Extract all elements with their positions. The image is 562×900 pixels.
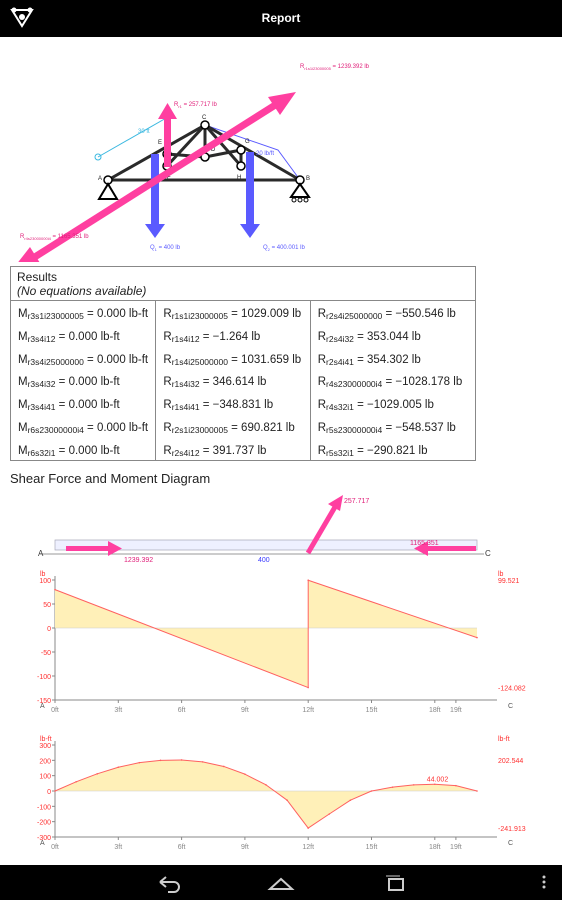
result-subscript: r4s23000000i4 [326,379,383,390]
back-icon[interactable] [160,877,179,892]
result-subscript: r6s23000000i4 [27,424,84,435]
data-point [202,761,204,763]
result-subscript: r6s32i1 [27,447,56,458]
result-subscript: r2s4i12 [171,447,200,458]
x-tick-label: 0ft [51,707,59,714]
beam-left-label: A [38,549,44,558]
results-table [10,266,476,461]
beam-mid-load: 400 [258,557,270,564]
result-symbol: M [18,308,28,320]
data-point [392,786,394,788]
result-symbol: R [317,353,327,366]
node-label-g: G [245,139,250,145]
result-subscript: r3s4i41 [27,402,56,413]
dimension-label: 30 ft [138,129,150,135]
y-tick-label: 50 [43,602,51,609]
result-symbol: M [18,444,28,457]
max-value-label: 202.544 [498,757,524,765]
y-tick-label: 300 [39,743,51,750]
data-point [350,799,352,801]
result-value: = 0.000 lb-ft [55,399,120,412]
action-bar [0,0,562,37]
result-value: = 0.000 lb-ft [83,353,149,366]
result-symbol: R [317,330,327,343]
x-start-label: A [40,703,45,710]
result-value: = 0.000 lb-ft [55,330,120,343]
truss-drawing [0,37,562,262]
result-value: = 0.000 lb-ft [83,421,149,434]
result-value: = −1.264 lb [199,330,261,343]
x-tick-label: 18ft [428,844,441,851]
result-subscript: r2s4i32 [326,333,354,344]
result-symbol: R [163,444,172,457]
y-axis-label: lb-ft [40,736,52,743]
x-tick-label: 19ft [450,844,462,851]
result-subscript: r5s32i1 [326,447,354,458]
result-entry [318,349,475,372]
y-axis-label-right: lb [498,571,504,578]
result-entry [18,371,155,394]
load-q1 [145,154,165,238]
beam-load-up-label: 257.717 [344,498,370,505]
node-label-a: A [98,176,103,182]
dist-load-label: 20 lb/ft [256,151,275,157]
x-tick-label: 9ft [241,707,249,714]
result-value: = −550.546 lb [382,308,456,320]
result-subscript: r3s4i32 [27,379,56,390]
series-segment [414,784,435,785]
node-label-h: H [237,175,242,181]
result-symbol: M [18,421,28,434]
data-point [223,766,225,768]
result-subscript: r3s4i25000000 [27,356,84,367]
y-tick-label: 0 [47,626,51,633]
y-tick-label: 100 [39,773,51,781]
data-point [307,579,309,581]
result-value: = 354.302 lb [353,353,421,366]
x-tick-label: 6ft [177,844,186,851]
node-label-f: F [167,175,171,181]
x-tick-label: 15ft [365,844,378,851]
result-symbol: M [18,330,28,343]
result-subscript: r1s1i23000005 [171,311,228,321]
data-point [329,813,331,815]
result-symbol: R [163,399,172,412]
beam-load-right-label: 1165.351 [410,540,439,547]
y-tick-label: 200 [39,758,51,766]
x-start-label: A [40,840,45,847]
results-column [311,301,475,461]
y-tick-label: -200 [36,819,51,827]
x-end-label: C [508,840,514,847]
moment-chart [37,736,526,851]
min-value-label: -124.082 [498,685,526,693]
x-tick-label: 3ft [114,707,123,714]
result-entry [163,349,309,372]
q1-label: $Q_1 = 400$ lb [150,245,181,252]
result-symbol: R [317,308,327,320]
result-entry [18,349,155,372]
data-point [371,790,373,792]
data-point [413,784,415,786]
x-tick-label: 6ft [177,707,186,714]
result-subscript: r1s4i32 [171,379,200,390]
result-entry [318,417,475,440]
shear-moment-diagrams [0,490,562,860]
result-subscript: r3s1i23000005 [27,311,84,321]
result-subscript: r3s4i12 [27,333,56,344]
page-title: Report [261,11,301,25]
data-point [75,781,77,783]
x-tick-label: 3ft [114,844,123,851]
result-entry [163,440,309,463]
result-subscript: r1s4i41 [171,402,200,413]
x-tick-label: 19ft [450,707,462,714]
result-entry [163,326,309,349]
result-symbol: R [163,330,172,343]
results-column [156,301,310,461]
data-point [307,687,309,689]
data-point [160,760,162,762]
diagram-title: Shear Force and Moment Diagram [10,471,211,486]
home-icon[interactable] [270,879,292,889]
y-tick-label: -100 [36,804,51,812]
result-subscript: r5s23000000i4 [326,424,383,435]
y-axis-label: lb [40,571,46,578]
result-entry [18,326,155,349]
result-value: = −1028.178 lb [382,376,463,389]
roller-support [291,184,309,202]
y-tick-label: -50 [40,650,51,657]
y-tick-label: -300 [36,835,51,842]
result-value: = −548.537 lb [382,421,456,434]
result-value: = 353.044 lb [353,330,421,343]
node-label-e: E [158,140,163,146]
chart-area [55,760,477,828]
result-entry [18,417,155,440]
overflow-menu-icon[interactable] [543,876,546,889]
result-entry [318,326,475,349]
recent-apps-icon[interactable] [386,876,403,890]
result-subscript: r1s4i12 [171,333,200,344]
force-vertical-label: $R_{r1} = 257.717$ lb [174,102,217,109]
x-tick-label: 12ft [302,844,315,851]
result-entry [163,417,309,440]
result-symbol: R [163,308,172,320]
data-point [307,827,309,829]
result-value: = 0.000 lb-ft [55,376,120,389]
x-tick-label: 12ft [302,707,315,714]
result-entry [18,440,155,463]
data-point [54,589,56,591]
result-symbol: R [163,353,172,366]
result-value: = 0.000 lb-ft [83,308,149,320]
data-point [434,783,436,785]
result-symbol: R [163,421,172,434]
result-symbol: M [18,376,28,389]
result-entry [318,371,475,394]
result-entry [18,394,155,417]
pin-support [99,184,117,199]
data-point [54,790,56,792]
result-entry [163,394,309,417]
force-bottom-left-label: $R_{r4s23000000i4} = 1165.351$ lb [20,234,89,241]
x-tick-label: 0ft [51,844,59,851]
results-title: Results [17,270,58,284]
y-tick-label: -100 [36,674,51,681]
result-value: = 690.821 lb [227,421,295,434]
result-value: = 346.614 lb [199,376,267,389]
force-top-right-label: $R_{r1s1i23000005} = 1239.392$ lb [300,64,370,71]
result-value: = 1031.659 lb [227,353,302,366]
data-point [118,766,120,768]
result-entry [318,440,475,463]
results-header [11,267,475,301]
result-symbol: M [18,399,28,412]
result-symbol: R [317,399,327,412]
shear-chart [37,571,526,714]
y-axis-label-right: lb-ft [498,736,510,743]
x-tick-label: 15ft [365,707,378,714]
data-point [96,773,98,775]
result-symbol: R [163,376,172,389]
result-subscript: r2s4i25000000 [326,311,383,321]
result-symbol: R [317,376,327,389]
results-subtitle: (No equations available) [17,284,147,298]
result-subscript: r1s4i25000000 [171,356,228,367]
result-entry [318,303,475,326]
beam-right-label: C [485,549,491,558]
result-value: = −348.831 lb [199,399,274,412]
min-value-label: -241.913 [498,826,526,834]
results-column [11,301,156,461]
result-value: = −290.821 lb [353,444,428,457]
y-tick-label: 100 [39,578,51,585]
result-subscript: r4s32i1 [326,402,354,413]
result-entry [163,303,309,326]
data-point [139,762,141,764]
result-symbol: R [317,444,327,457]
node-label-b: B [306,176,311,182]
result-entry [318,394,475,417]
result-value: = −1029.005 lb [353,399,434,412]
data-point [244,773,246,775]
y-tick-label: 0 [47,789,51,796]
system-nav-bar [0,865,562,900]
result-symbol: R [317,421,327,434]
dimension-line [95,114,171,160]
peak-value-label: 44.002 [426,776,449,784]
result-entry [163,371,309,394]
result-value: = 1029.009 lb [227,308,302,320]
data-point [286,799,288,801]
y-tick-label: -150 [36,698,51,705]
max-value-label: 99.521 [498,578,520,586]
q2-label: $Q_2 = 400.001$ lb [263,245,305,252]
node-label-d: D [211,147,216,153]
result-entry [18,303,155,326]
data-point [476,790,478,792]
data-point [455,785,457,787]
beam-load-left-label: 1239.392 [124,557,154,564]
x-tick-label: 18ft [428,707,441,714]
data-point [476,637,478,639]
node-label-c: C [202,115,207,121]
x-tick-label: 9ft [241,844,249,851]
result-value: = 391.737 lb [199,444,267,457]
results-columns [11,301,475,461]
x-end-label: C [508,703,514,710]
result-subscript: r2s4i41 [326,356,354,367]
result-subscript: r2s1i23000005 [171,424,228,435]
result-value: = 0.000 lb-ft [55,444,120,457]
data-point [265,784,267,786]
data-point [181,759,183,761]
result-symbol: M [18,353,28,366]
